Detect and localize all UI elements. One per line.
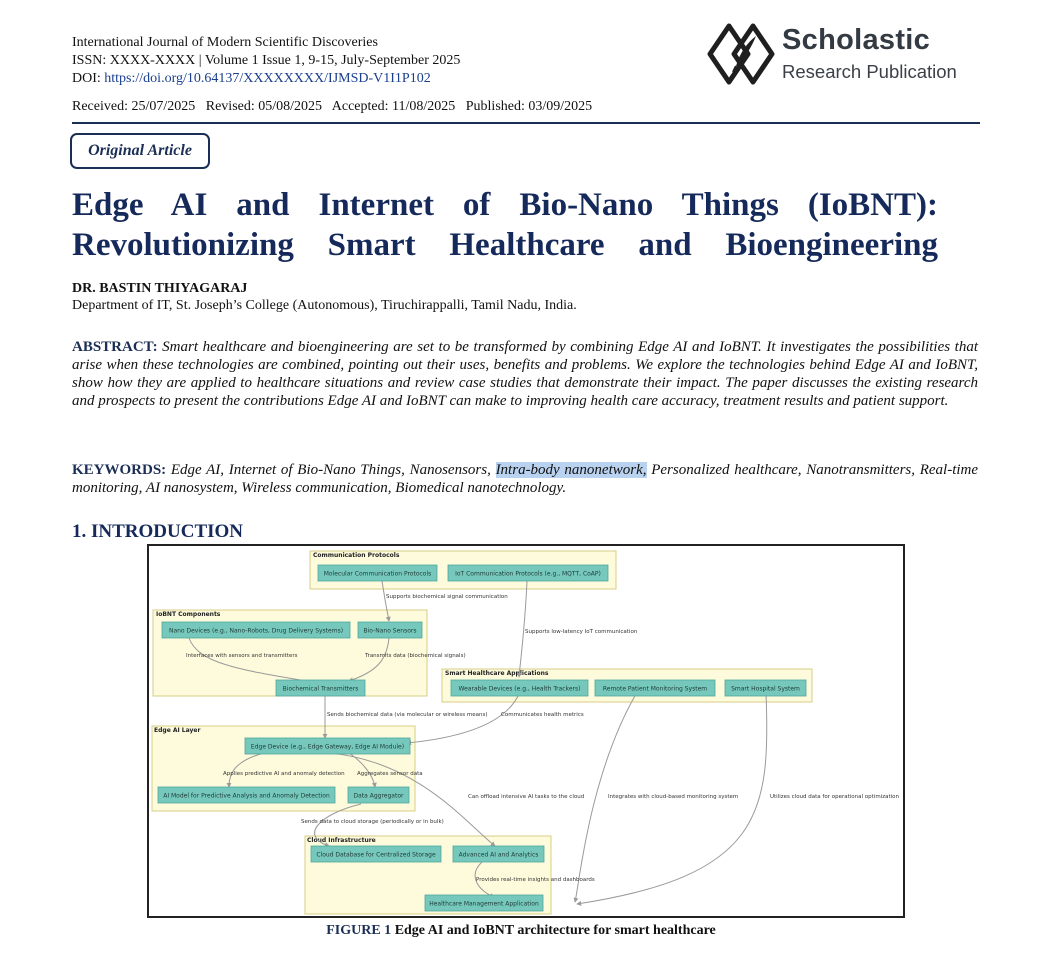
node-aimodel: AI Model for Predictive Analysis and Anomaly Detection [163,792,330,800]
abstract-text: Smart healthcare and bioengineering are set to be transformed by combining Edge AI and IoBNT. It investigates the possibilities that arise when these technologies are combined, pointing out their uses, benefits and problems. We explore the technologies behind Edge AI and IoBNT, show how they are applied to healthcare situations and review case studies that demonstrate their impact. The paper discusses the existing research and prospects to present the contributions Edge AI and IoBNT can make to improving health care accuracy, treatment results and patient support. [72,339,978,409]
group-label-comm: Communication Protocols [313,552,400,559]
edge-label-13: Provides real-time insights and dashboards [476,877,595,883]
edge-label-2: Supports low-latency IoT communication [525,629,638,635]
keywords-text-2: Personalized healthcare, Nanotransmitters, Real-time monitoring, AI nanosystem, Wireless communication, Biomedical nanotechnology. [72,462,979,496]
author-name: DR. BASTIN THIYAGARAJ [72,281,248,296]
section-heading: 1. INTRODUCTION [72,521,244,542]
node-adv: Advanced AI and Analytics [458,851,539,859]
group-label-iobnt: IoBNT Components [156,611,221,618]
node-wear: Wearable Devices (e.g., Health Trackers) [458,685,581,693]
node-hospital: Smart Hospital System [731,685,800,693]
node-remote: Remote Patient Monitoring System [602,685,708,693]
journal-name: International Journal of Modern Scientific Discoveries [72,35,378,50]
edge-label-11: Utilizes cloud data for operational optimization [770,794,900,800]
figure-caption-label: FIGURE 1 [326,923,392,938]
node-hma: Healthcare Management Application [429,900,539,908]
edge-label-7: Applies predictive AI and anomaly detection [223,771,345,777]
keywords [72,461,978,497]
edge-label-12: Sends data to cloud storage (periodically or in bulk) [301,819,444,825]
issn-volume-line: ISSN: XXXX-XXXX | Volume 1 Issue 1, 9-15, July-September 2025 [72,53,461,68]
keywords-text-1: Edge AI, Internet of Bio-Nano Things, Nanosensors, [170,462,496,478]
edge-label-3: Interfaces with sensors and transmitters [186,653,298,659]
keywords-label: KEYWORDS: [72,462,167,478]
article-title-line-2: Revolutionizing Smart Healthcare and Bioengineering [72,227,938,263]
edge-label-5: Sends biochemical data (via molecular or wireless means) [327,712,488,718]
group-label-cloud: Cloud Infrastructure [307,837,376,844]
node-nano: Nano Devices (e.g., Nano-Robots, Drug Delivery Systems) [168,627,344,635]
group-label-smart: Smart Healthcare Applications [445,670,549,677]
node-edgedev: Edge Device (e.g., Edge Gateway, Edge AI Module) [250,743,405,751]
article-title-line-1: Edge AI and Internet of Bio-Nano Things (IoBNT): [72,187,938,223]
node-mol: Molecular Communication Protocols [323,570,432,578]
author-affiliation: Department of IT, St. Joseph’s College (Autonomous), Tiruchirappalli, Tamil Nadu, India. [72,298,577,313]
publication-dates: Received: 25/07/2025 Revised: 05/08/2025 Accepted: 11/08/2025 Published: 03/09/2025 [72,99,593,114]
article-type-badge: Original Article [70,133,210,169]
figure-caption-text: Edge AI and IoBNT architecture for smart healthcare [391,923,716,938]
edge-label-1: Supports biochemical signal communication [386,594,508,600]
node-bionano: Bio-Nano Sensors [363,627,417,635]
doi-line [72,70,431,87]
edge-label-9: Can offload intensive AI tasks to the cloud [468,794,585,800]
abstract [72,338,978,410]
figure-caption [0,923,1042,939]
publisher-name: Scholastic [782,24,931,56]
node-biochem: Biochemical Transmitters [282,685,359,693]
doi-label: DOI: [72,71,105,86]
node-clouddb: Cloud Database for Centralized Storage [316,851,436,859]
architecture-figure [147,544,905,918]
keywords-highlighted: Intra-body nanonetwork, [495,462,647,478]
edge-label-6: Communicates health metrics [501,712,584,718]
header-divider [72,122,980,124]
node-iot: IoT Communication Protocols (e.g., MQTT, CoAP) [455,570,601,578]
abstract-label: ABSTRACT: [72,339,158,355]
edge-label-4: Transmits data (biochemical signals) [365,653,466,659]
doi-link[interactable]: https://doi.org/10.64137/XXXXXXXX/IJMSD-V1I1P102 [104,71,431,86]
edge-label-10: Integrates with cloud-based monitoring system [608,794,739,800]
publisher-subtitle: Research Publication [782,61,957,82]
group-label-edge: Edge AI Layer [154,727,201,734]
edge-label-8: Aggregates sensor data [357,771,423,777]
node-agg: Data Aggregator [353,792,404,800]
publisher-logo-icon [706,22,776,86]
